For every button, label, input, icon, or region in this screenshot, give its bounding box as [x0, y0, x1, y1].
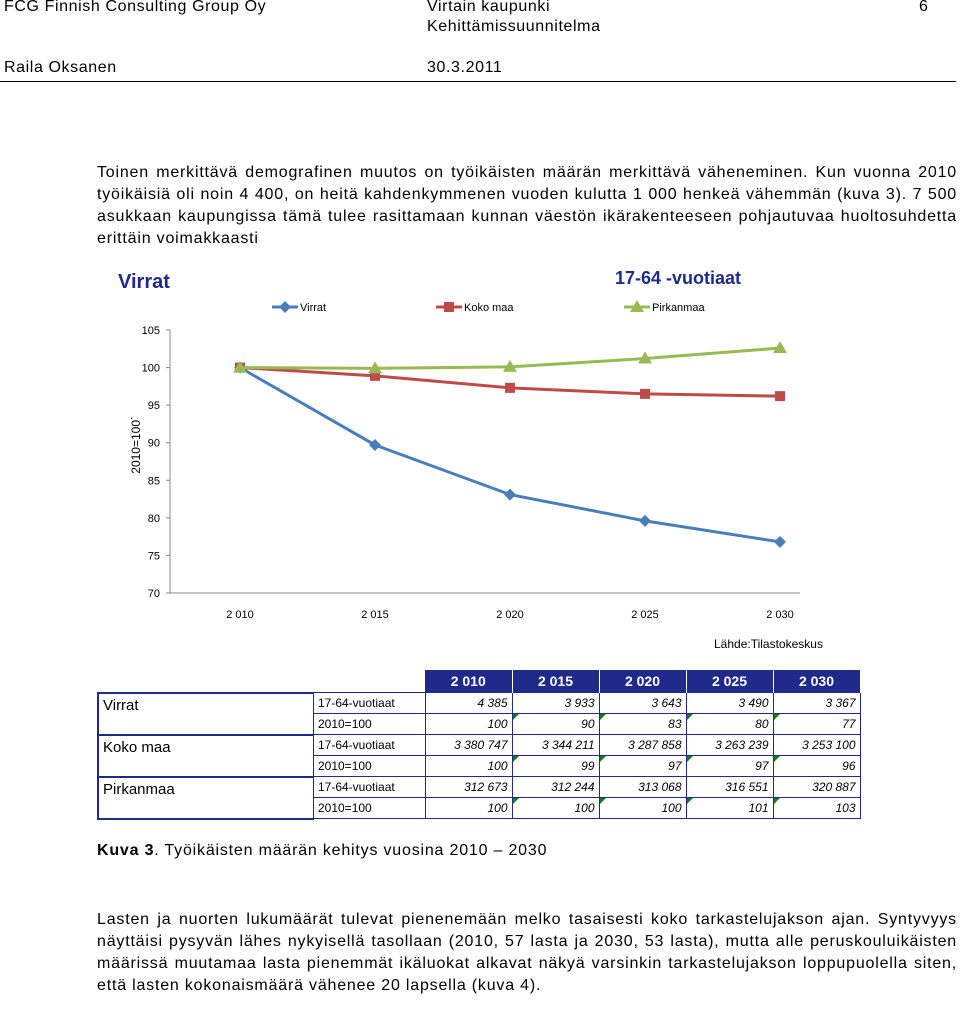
y-tick-label: 90 — [147, 437, 160, 450]
table-cell — [773, 798, 860, 819]
table-cell — [425, 693, 512, 714]
data-point — [774, 536, 786, 548]
table-cell-value: 320 887 — [812, 780, 856, 794]
table-cell — [425, 714, 512, 735]
cell-note-marker — [600, 714, 606, 720]
table-year-header: 2 015 — [512, 670, 599, 693]
data-point — [639, 515, 651, 527]
cell-note-marker — [513, 714, 519, 720]
cell-note-marker — [774, 756, 780, 762]
table-row — [98, 714, 860, 735]
table-group-label — [98, 798, 313, 819]
legend-label: Pirkanmaa — [652, 302, 705, 314]
y-tick-label: 70 — [147, 588, 160, 600]
y-tick-label: 80 — [147, 512, 160, 525]
table-cell-value: 3 253 100 — [802, 738, 856, 752]
table-cell-value: 3 643 — [651, 696, 682, 710]
x-tick-label: 2 020 — [496, 609, 524, 620]
data-point — [505, 383, 515, 393]
table-cell — [599, 735, 686, 756]
table-cell — [425, 777, 512, 798]
table-corner — [98, 670, 425, 693]
table-cell — [512, 798, 599, 819]
y-tick-label: 85 — [147, 475, 160, 488]
header-date: 30.3.2011 — [427, 59, 503, 76]
table-row — [98, 798, 860, 819]
table-cell — [425, 756, 512, 777]
x-tick-label: 2 025 — [631, 609, 659, 620]
cell-note-marker — [687, 798, 693, 804]
table-cell-value: 3 287 858 — [628, 738, 682, 752]
table-cell-value: 83 — [668, 717, 682, 731]
table-row-label: 17-64-vuotiaat — [313, 693, 425, 714]
paragraph-1: Toinen merkittävä demografinen muutos on työikäisten määrän merkittävä väheneminen. Kun vuonna 2010 työikäisiä oli noin 4 400, on heitä kahdenkymmenen vuoden kulutta 1 000 henkeä vähemmän (kuva 3). 7 500 asukkaan kaupungissa tämä tulee rasittamaan kunnan väestön ikärakenteeseen pohjautuvaa huoltosuhdetta erittäin voimakkaasti — [97, 164, 957, 247]
table-cell-value: 97 — [668, 759, 682, 773]
y-tick-label: 75 — [147, 550, 160, 563]
table-cell-value: 3 367 — [825, 696, 856, 710]
table-cell — [599, 756, 686, 777]
x-tick-label: 2 015 — [361, 609, 389, 620]
table-cell — [512, 693, 599, 714]
table-year-header: 2 010 — [425, 670, 512, 693]
cell-note-marker — [513, 798, 519, 804]
table-cell-value: 312 244 — [551, 780, 595, 794]
data-point — [369, 439, 381, 451]
table-cell — [599, 693, 686, 714]
table-group-label — [98, 756, 313, 777]
table-cell — [512, 756, 599, 777]
legend-marker — [444, 302, 454, 312]
data-point — [775, 391, 785, 401]
cell-note-marker — [600, 798, 606, 804]
table-row-label: 17-64-vuotiaat — [313, 735, 425, 756]
table-row — [98, 756, 860, 777]
line-chart — [100, 260, 820, 620]
cell-note-marker — [774, 798, 780, 804]
table-cell — [686, 756, 773, 777]
y-tick-label: 95 — [147, 400, 160, 413]
table-header-row — [98, 670, 860, 693]
legend-label: Koko maa — [464, 302, 514, 314]
header-doc-title: Kehittämissuunnitelma — [427, 18, 601, 35]
table-cell-value: 3 263 239 — [715, 738, 769, 752]
header-company: FCG Finnish Consulting Group Oy — [4, 0, 267, 15]
cell-note-marker — [513, 756, 519, 762]
table-cell-value: 4 385 — [477, 696, 508, 710]
chart-source: Lähde:Tilastokeskus — [714, 637, 823, 651]
cell-note-marker — [687, 714, 693, 720]
chart-left-title: Virrat — [118, 271, 170, 293]
table-cell-value: 3 380 747 — [454, 738, 508, 752]
paragraph-2: Lasten ja nuorten lukumäärät tulevat pienenemään melko tasaisesti koko tarkastelujakson ajan. Syntyvyys näyttäisi pysyvän lähes nykyisellä tasollaan (2010, 57 lasta ja 2030, 53 lasta), mutta alle peruskouluikäisten määrissä muutamaa lasta pienemmät ikäluokat alkavat näkyä varsinkin tarkastelujakson loppupuolella siten, että lasten kokonaismäärä vähenee 20 lapsella (kuva 4). — [97, 911, 957, 994]
table-cell-value: 313 068 — [638, 780, 682, 794]
chart-title: 17-64 -vuotiaat — [615, 268, 742, 288]
table-row — [98, 777, 860, 798]
table-row-label: 2010=100 — [313, 756, 425, 777]
table-year-header: 2 025 — [686, 670, 773, 693]
table-cell — [686, 798, 773, 819]
table-cell-value: 96 — [842, 759, 856, 773]
legend-label: Virrat — [300, 302, 327, 314]
header-author: Raila Oksanen — [4, 59, 117, 76]
x-tick-label: 2 010 — [226, 609, 254, 620]
header-city: Virtain kaupunki — [427, 0, 551, 15]
data-point — [640, 389, 650, 399]
table-cell — [512, 735, 599, 756]
header-rule — [0, 81, 956, 82]
table-cell — [773, 777, 860, 798]
cell-note-marker — [774, 714, 780, 720]
table-row — [98, 735, 860, 756]
table-cell-value: 316 551 — [725, 780, 769, 794]
caption-text: . Työikäisten määrän kehitys vuosina 2010 – 2030 — [154, 842, 548, 859]
table-row — [98, 693, 860, 714]
table-cell-value: 312 673 — [464, 780, 508, 794]
table-group-label: Koko maa — [98, 735, 313, 756]
table-cell — [686, 693, 773, 714]
table-cell-value: 80 — [755, 717, 769, 731]
table-cell-value: 103 — [835, 801, 856, 815]
table-group-label — [98, 714, 313, 735]
table-cell — [512, 714, 599, 735]
table-cell-value: 100 — [574, 801, 595, 815]
table-cell-value: 90 — [581, 717, 595, 731]
table-cell — [599, 777, 686, 798]
table-row-label: 17-64-vuotiaat — [313, 777, 425, 798]
y-axis-label: 2010=100 — [129, 420, 143, 474]
table-cell — [686, 714, 773, 735]
cell-note-marker — [600, 756, 606, 762]
table-year-header: 2 020 — [599, 670, 686, 693]
table-cell — [512, 777, 599, 798]
table-cell-value: 3 344 211 — [542, 738, 595, 752]
y-tick-label: 100 — [141, 362, 160, 375]
table-cell-value: 100 — [487, 717, 508, 731]
table-cell — [773, 693, 860, 714]
table-cell — [599, 714, 686, 735]
table-cell — [425, 735, 512, 756]
table-group-label: Virrat — [98, 693, 313, 714]
table-cell — [773, 735, 860, 756]
header-page-number: 6 — [919, 0, 929, 15]
y-axis-side-label: . 2010=100 — [129, 408, 143, 474]
legend-marker — [279, 301, 291, 313]
cell-note-marker — [687, 756, 693, 762]
table-row-label: 2010=100 — [313, 798, 425, 819]
table-cell — [773, 714, 860, 735]
table-row-label: 2010=100 — [313, 714, 425, 735]
table-year-header: 2 030 — [773, 670, 860, 693]
table-cell — [599, 798, 686, 819]
data-point — [504, 489, 516, 501]
caption-label: Kuva 3 — [97, 842, 155, 859]
table-cell — [425, 798, 512, 819]
table-cell-value: 77 — [842, 717, 856, 731]
table-cell-value: 100 — [661, 801, 682, 815]
table-cell-value: 3 490 — [738, 696, 769, 710]
table-cell-value: 100 — [487, 759, 508, 773]
table-cell — [686, 735, 773, 756]
table-cell-value: 101 — [748, 801, 769, 815]
y-tick-label: 105 — [141, 325, 160, 337]
table-cell-value: 99 — [581, 759, 595, 773]
figure-caption — [97, 842, 547, 860]
table-cell — [686, 777, 773, 798]
table-cell-value: 3 933 — [564, 696, 595, 710]
table-group-label: Pirkanmaa — [98, 777, 313, 798]
table-cell-value: 100 — [487, 801, 508, 815]
x-tick-label: 2 030 — [766, 609, 794, 620]
table-cell — [773, 756, 860, 777]
data-table — [97, 670, 861, 820]
table-cell-value: 97 — [755, 759, 769, 773]
